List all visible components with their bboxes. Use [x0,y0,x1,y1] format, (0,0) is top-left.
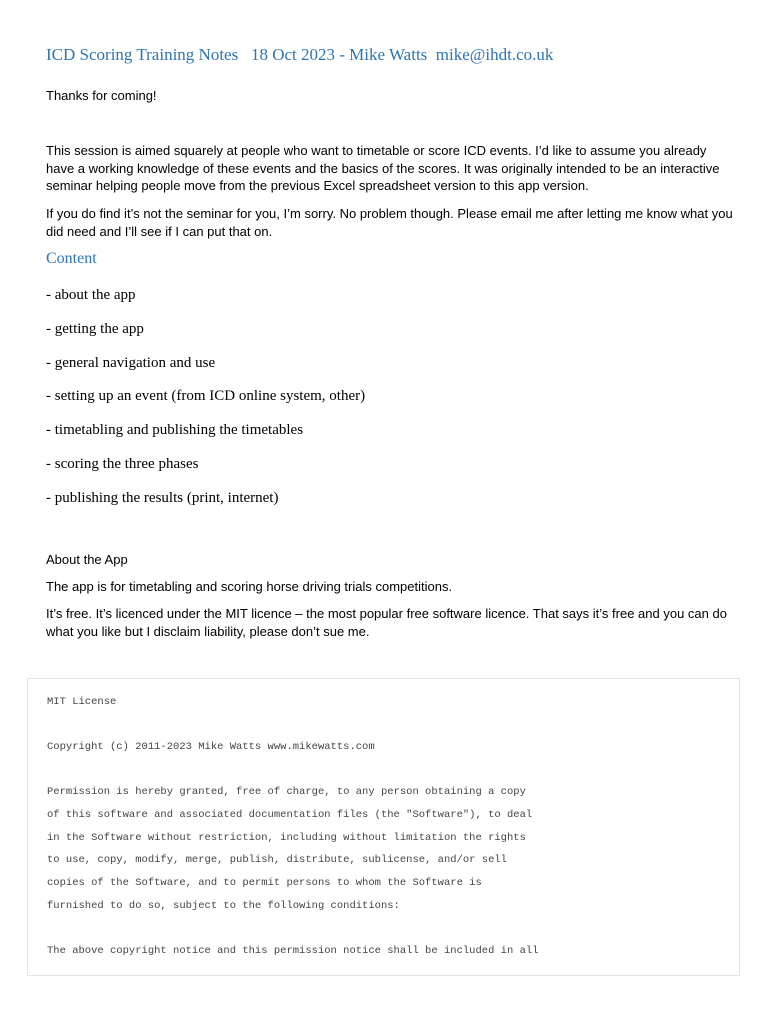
license-code-block [27,678,740,976]
license-line: MIT License [47,696,117,708]
license-line: copies of the Software, and to permit persons to whom the Software is [47,877,482,889]
content-list-item: - scoring the three phases [46,455,199,472]
license-line: Copyright (c) 2011-2023 Mike Watts www.mikewatts.com [47,741,375,753]
intro-paragraph: This session is aimed squarely at people who want to timetable or score ICD events. I’d like to assume you already have a working knowledge of these events and the basics of the scores. It was originally intended to be an interactive seminar helping people move from the previous Excel spreadsheet version to this app version. [46,143,720,193]
seminar-note-paragraph: If you do find it’s not the seminar for you, I’m sorry. No problem though. Please email me after letting me know what you did need and I’ll see if I can put that on. [46,206,733,239]
content-list-item: - setting up an event (from ICD online system, other) [46,388,366,405]
content-list-item: - publishing the results (print, internet) [46,489,279,506]
page-title: ICD Scoring Training Notes 18 Oct 2023 - Mike Watts mike@ihdt.co.uk [46,45,554,64]
licence-paragraph: It’s free. It’s licenced under the MIT licence – the most popular free software licence. That says it’s free and you can do what you like but I disclaim liability, please don’t sue me. [46,606,727,639]
license-line: The above copyright notice and this permission notice shall be included in all [47,945,539,957]
content-list-item: - getting the app [46,320,144,337]
license-line: Permission is hereby granted, free of charge, to any person obtaining a copy [47,786,526,798]
license-line: in the Software without restriction, including without limitation the rights [47,832,526,844]
greeting-text: Thanks for coming! [46,88,157,103]
license-line: of this software and associated documentation files (the "Software"), to deal [47,809,533,821]
content-heading: Content [46,250,97,267]
content-list [46,284,365,521]
content-list-item: - timetabling and publishing the timetables [46,422,304,439]
license-line: furnished to do so, subject to the following conditions: [47,900,400,912]
content-list-item: - about the app [46,287,136,303]
content-list-item: - general navigation and use [46,354,216,371]
about-heading: About the App [46,552,128,567]
license-line: to use, copy, modify, merge, publish, distribute, sublicense, and/or sell [47,854,507,866]
about-paragraph: The app is for timetabling and scoring horse driving trials competitions. [46,579,453,594]
